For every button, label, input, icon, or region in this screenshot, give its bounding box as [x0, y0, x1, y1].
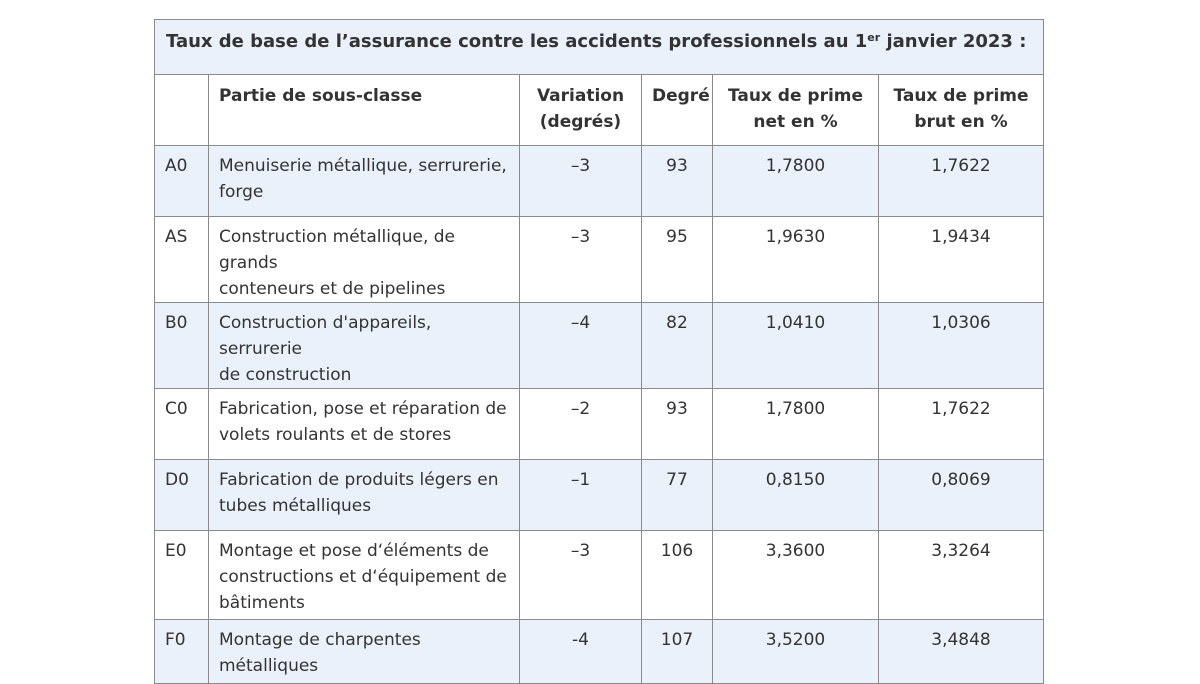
row-net-rate: 3,5200 [713, 620, 879, 684]
header-variation: Variation (degrés) [520, 75, 642, 146]
row-subclass-part: Fabrication de produits légers en tubes métalliques [209, 460, 520, 531]
row-subclass-part: Construction métallique, de grands conteneurs et de pipelines [209, 217, 520, 303]
title-superscript: er [867, 31, 881, 44]
row-gross-rate: 3,3264 [879, 531, 1044, 620]
row-gross-rate: 1,7622 [879, 389, 1044, 460]
table-header-row [155, 75, 1044, 146]
row-code: D0 [155, 460, 209, 531]
header-degree: Degré [642, 75, 713, 146]
row-code: A0 [155, 146, 209, 217]
table-row [155, 620, 1044, 684]
row-gross-rate: 1,7622 [879, 146, 1044, 217]
table-row [155, 303, 1044, 389]
row-code: E0 [155, 531, 209, 620]
row-subclass-part: Fabrication, pose et réparation de volets roulants et de stores [209, 389, 520, 460]
row-degree: 82 [642, 303, 713, 389]
row-variation: –2 [520, 389, 642, 460]
header-net-rate: Taux de prime net en % [713, 75, 879, 146]
row-net-rate: 0,8150 [713, 460, 879, 531]
table-title: Taux de base de l’assurance contre les accidents professionnels au 1er janvier 2023 : [155, 20, 1044, 75]
row-subclass-part: Montage et pose d‘éléments de constructions et d‘équipement de bâtiments [209, 531, 520, 620]
row-gross-rate: 0,8069 [879, 460, 1044, 531]
row-subclass-part: Menuiserie métallique, serrurerie, forge [209, 146, 520, 217]
table-row [155, 460, 1044, 531]
table-row [155, 217, 1044, 303]
row-code: C0 [155, 389, 209, 460]
table-row [155, 146, 1044, 217]
row-variation: –1 [520, 460, 642, 531]
row-subclass-part: Montage de charpentes métalliques [209, 620, 520, 684]
row-gross-rate: 1,0306 [879, 303, 1044, 389]
header-subclass-part: Partie de sous-classe [209, 75, 520, 146]
row-variation: -4 [520, 620, 642, 684]
table-row [155, 531, 1044, 620]
row-variation: –3 [520, 217, 642, 303]
row-degree: 93 [642, 389, 713, 460]
row-gross-rate: 1,9434 [879, 217, 1044, 303]
row-code: B0 [155, 303, 209, 389]
row-degree: 107 [642, 620, 713, 684]
table-row [155, 389, 1044, 460]
row-variation: –3 [520, 146, 642, 217]
row-net-rate: 1,0410 [713, 303, 879, 389]
row-code: F0 [155, 620, 209, 684]
row-subclass-part: Construction d'appareils, serrurerie de construction [209, 303, 520, 389]
row-gross-rate: 3,4848 [879, 620, 1044, 684]
row-net-rate: 1,7800 [713, 389, 879, 460]
row-net-rate: 3,3600 [713, 531, 879, 620]
table-title-row [155, 20, 1044, 75]
header-code [155, 75, 209, 146]
row-variation: –4 [520, 303, 642, 389]
row-variation: –3 [520, 531, 642, 620]
row-degree: 95 [642, 217, 713, 303]
row-degree: 93 [642, 146, 713, 217]
row-net-rate: 1,9630 [713, 217, 879, 303]
row-degree: 77 [642, 460, 713, 531]
row-degree: 106 [642, 531, 713, 620]
header-gross-rate: Taux de prime brut en % [879, 75, 1044, 146]
insurance-rate-table [154, 19, 1044, 684]
row-code: AS [155, 217, 209, 303]
row-net-rate: 1,7800 [713, 146, 879, 217]
